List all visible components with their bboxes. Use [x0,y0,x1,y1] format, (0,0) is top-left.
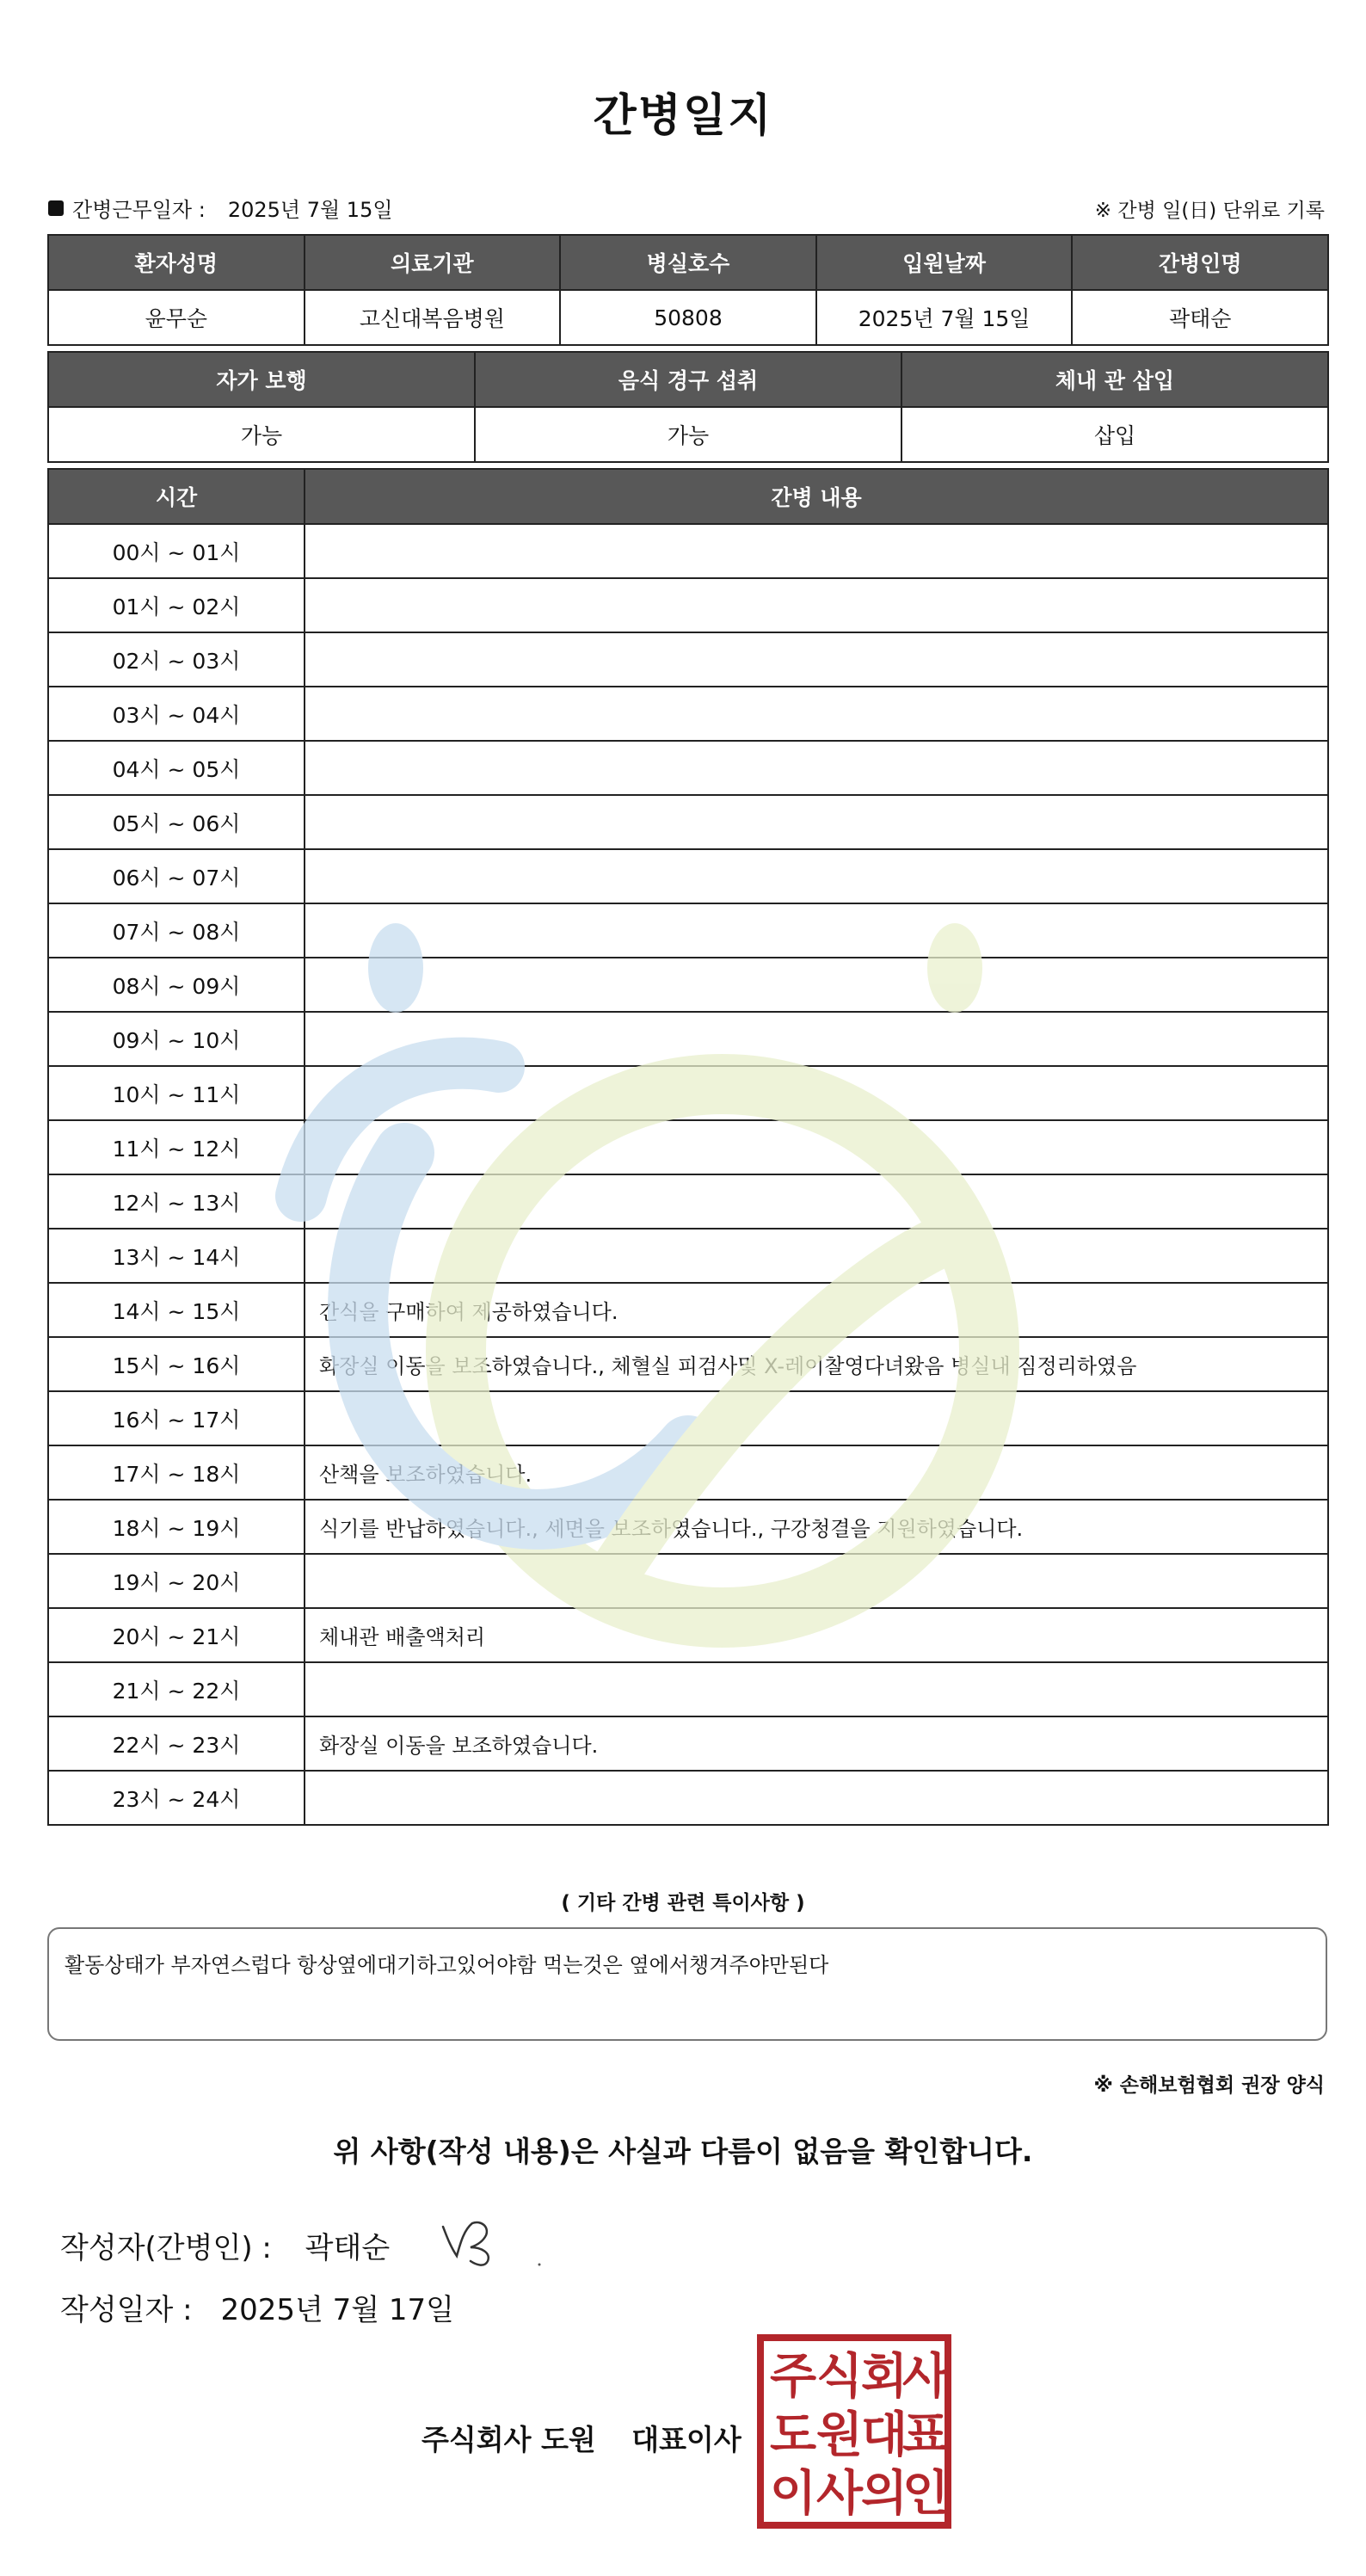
notes-box [47,1927,1327,2041]
care-content [305,1174,1328,1229]
time-slot: 18시 ~ 19시 [48,1500,305,1554]
table-row [48,632,1328,687]
handwritten-signature [434,2211,555,2271]
care-content [305,958,1328,1012]
patient-name: 윤무순 [48,290,305,345]
svg-text:사: 사 [815,2466,864,2522]
care-date-value: 2025년 7월 15일 [227,198,393,222]
table-row [48,1554,1328,1608]
time-slot: 10시 ~ 11시 [48,1066,305,1120]
care-content [305,1771,1328,1825]
tube-insertion-value: 삽입 [901,407,1328,462]
table-row [48,1662,1328,1716]
header-self-walking: 자가 보행 [48,352,475,407]
table-row [48,1771,1328,1825]
care-date-line [48,193,393,223]
table-row [48,524,1328,578]
table-row [48,1174,1328,1229]
recommendation-note: ※ 손해보험협회 권장 양식 [1093,2074,1325,2097]
time-slot: 09시 ~ 10시 [48,1012,305,1066]
header-caregiver-name: 간병인명 [1072,235,1328,290]
table-row [48,741,1328,795]
time-slot: 16시 ~ 17시 [48,1391,305,1445]
caregiver-name: 곽태순 [1072,290,1328,345]
patient-info-table [47,234,1329,346]
room-number: 50808 [560,290,816,345]
svg-text:표: 표 [901,2407,950,2463]
table-row [48,1608,1328,1662]
care-content [305,632,1328,687]
table-row [48,1500,1328,1554]
time-slot: 06시 ~ 07시 [48,849,305,903]
care-content: 간식을 구매하여 제공하였습니다. [305,1283,1328,1337]
document-title: 간병일지 [593,90,773,142]
admission-date: 2025년 7월 15일 [816,290,1073,345]
notes-title: ( 기타 간병 관련 특이사항 ) [561,1892,805,1914]
header-oral-intake: 음식 경구 섭취 [475,352,901,407]
care-content [305,1229,1328,1283]
care-content [305,1120,1328,1174]
time-slot: 11시 ~ 12시 [48,1120,305,1174]
table-row [48,1445,1328,1500]
care-content: 산책을 보조하였습니다. [305,1445,1328,1500]
care-content [305,1662,1328,1716]
writer-name: 곽태순 [305,2231,391,2265]
time-slot: 13시 ~ 14시 [48,1229,305,1283]
care-content: 식기를 반납하였습니다., 세면을 보조하였습니다., 구강청결을 지원하였습니다. [305,1500,1328,1554]
time-slot: 02시 ~ 03시 [48,632,305,687]
patient-status-table [47,351,1329,463]
square-bullet-icon [48,200,64,216]
header-admission-date: 입원날짜 [816,235,1073,290]
time-slot: 05시 ~ 06시 [48,795,305,849]
header-tube-insertion: 체내 관 삽입 [901,352,1328,407]
table-row [48,1066,1328,1120]
time-slot: 21시 ~ 22시 [48,1662,305,1716]
svg-text:식: 식 [815,2349,864,2405]
time-slot: 01시 ~ 02시 [48,578,305,632]
table-row [48,1012,1328,1066]
confirmation-statement: 위 사항(작성 내용)은 사실과 다름이 없음을 확인합니다. [333,2135,1033,2168]
care-date-label: 간병근무일자 : [72,198,206,222]
care-log-rows [48,524,1328,1825]
header-patient-name: 환자성명 [48,235,305,290]
svg-text:도: 도 [769,2407,817,2463]
svg-text:회: 회 [860,2349,908,2405]
svg-text:사: 사 [901,2349,950,2405]
care-content [305,687,1328,741]
time-slot: 17시 ~ 18시 [48,1445,305,1500]
care-content [305,578,1328,632]
time-slot: 12시 ~ 13시 [48,1174,305,1229]
table-row [48,1716,1328,1771]
table-row [48,1120,1328,1174]
table-row [48,578,1328,632]
time-slot: 04시 ~ 05시 [48,741,305,795]
care-content: 화장실 이동을 보조하였습니다. [305,1716,1328,1771]
time-slot: 23시 ~ 24시 [48,1771,305,1825]
time-slot: 20시 ~ 21시 [48,1608,305,1662]
time-slot: 00시 ~ 01시 [48,524,305,578]
svg-text:원: 원 [815,2407,864,2463]
company-name: 주식회사 도원 [421,2423,596,2456]
unit-note: ※ 간병 일(日) 단위로 기록 [1094,200,1325,222]
care-content [305,524,1328,578]
table-row [48,795,1328,849]
header-time: 시간 [48,469,305,524]
care-content [305,1391,1328,1445]
time-slot: 15시 ~ 16시 [48,1337,305,1391]
header-institution: 의료기관 [305,235,561,290]
svg-text:이: 이 [769,2466,817,2522]
writer-line [60,2224,390,2266]
time-slot: 14시 ~ 15시 [48,1283,305,1337]
written-date-value: 2025년 7월 17일 [220,2293,455,2327]
time-slot: 22시 ~ 23시 [48,1716,305,1771]
time-slot: 19시 ~ 20시 [48,1554,305,1608]
svg-text:인: 인 [901,2466,950,2522]
time-slot: 03시 ~ 04시 [48,687,305,741]
written-date-label: 작성일자 : [60,2293,193,2327]
care-content [305,1554,1328,1608]
care-content [305,741,1328,795]
notes-text: 활동상태가 부자연스럽다 항상옆에대기하고있어야함 먹는것은 옆에서챙겨주야만된다 [65,1953,829,1977]
care-content [305,849,1328,903]
company-seal-stamp [757,2334,951,2529]
care-log-table [47,468,1329,1826]
table-row [48,1391,1328,1445]
care-content [305,903,1328,958]
table-row [48,903,1328,958]
care-content: 화장실 이동을 보조하였습니다., 체혈실 피검사및 X-레이찰영다녀왔음 병실내 짐정리하였음 [305,1337,1328,1391]
header-care-content: 간병 내용 [305,469,1328,524]
writer-label: 작성자(간병인) : [60,2231,272,2265]
table-row [48,1229,1328,1283]
table-row [48,958,1328,1012]
institution: 고신대복음병원 [305,290,561,345]
care-content: 체내관 배출액처리 [305,1608,1328,1662]
table-row [48,1337,1328,1391]
company-role: 대표이사 [631,2423,741,2456]
svg-text:대: 대 [860,2407,908,2463]
table-row [48,1283,1328,1337]
care-content [305,1066,1328,1120]
table-row [48,849,1328,903]
company-line [421,2418,741,2458]
written-date-line [60,2286,454,2328]
header-room-number: 병실호수 [560,235,816,290]
time-slot: 08시 ~ 09시 [48,958,305,1012]
svg-text:주: 주 [769,2349,817,2405]
oral-intake-value: 가능 [475,407,901,462]
time-slot: 07시 ~ 08시 [48,903,305,958]
table-row [48,687,1328,741]
care-content [305,795,1328,849]
care-content [305,1012,1328,1066]
svg-text:의: 의 [860,2466,908,2522]
self-walking-value: 가능 [48,407,475,462]
